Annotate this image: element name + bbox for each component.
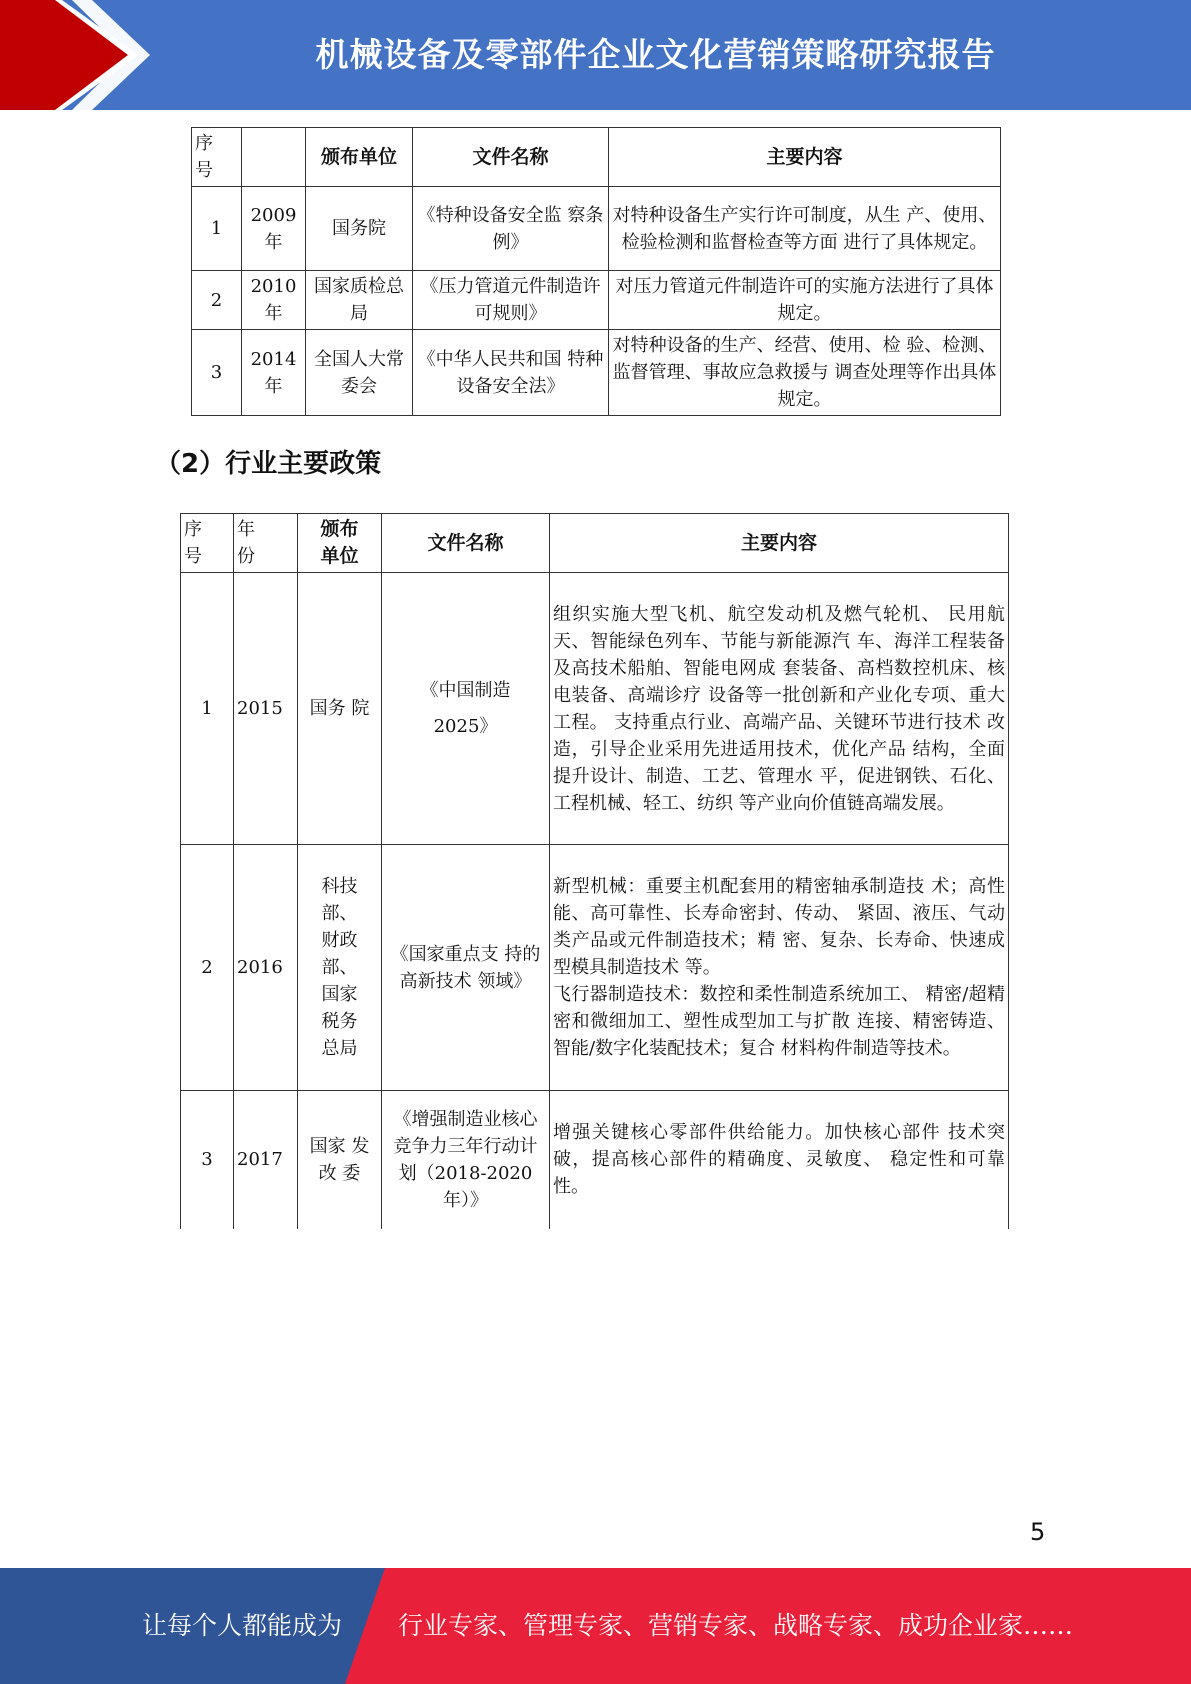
table-header-row <box>181 514 1009 573</box>
page-title: 机械设备及零部件企业文化营销策略研究报告 <box>315 35 996 74</box>
row-year: 2010 年 <box>242 271 306 330</box>
header-cell: 主要内容 <box>550 514 1009 573</box>
row-issuer: 国务院 <box>306 187 413 271</box>
row-document-name: 《压力管道元件制造许可规则》 <box>413 271 609 330</box>
table-row <box>192 187 1001 271</box>
table-row <box>181 845 1009 1091</box>
header-cell <box>242 128 306 187</box>
regulation-table <box>191 127 1001 416</box>
row-number: 2 <box>192 271 242 330</box>
row-document-name: 《国家重点支 持的高新技术 领域》 <box>382 845 550 1091</box>
policy-table <box>180 513 1009 1229</box>
arrow-chevron-icon <box>0 0 170 110</box>
row-number: 1 <box>181 573 234 845</box>
row-issuer: 科技 部、 财政 部、 国家 税务 总局 <box>298 845 382 1091</box>
row-content: 对压力管道元件制造许可的实施方法进行了具体规定。 <box>609 271 1001 330</box>
header-cell: 颁布 单位 <box>298 514 382 573</box>
page-header <box>0 0 1191 110</box>
footer-slogan-right: 行业专家、管理专家、营销专家、战略专家、成功企业家…… <box>398 1611 1074 1640</box>
row-number: 3 <box>192 330 242 416</box>
row-issuer: 国务 院 <box>298 573 382 845</box>
header-cell: 年 份 <box>234 514 298 573</box>
row-content: 增强关键核心零部件供给能力。加快核心部件 技术突破，提高核心部件的精确度、灵敏度、 稳定性和可靠性。 <box>550 1091 1009 1229</box>
row-year: 2009 年 <box>242 187 306 271</box>
row-issuer: 国家质检总局 <box>306 271 413 330</box>
row-number: 2 <box>181 845 234 1091</box>
row-content: 新型机械：重要主机配套用的精密轴承制造技 术；高性能、高可靠性、长寿命密封、传动、 紧固、液压、气动类产品或元件制造技术；精 密、复杂、长寿命、快速成型模具制造技术 等。 飞行器制造技术：数控和柔性制造系统加工、 精密/超精密和微细加工、塑性成型加工与扩散 连接、精密铸造、智能/数字化装配技术；复合 材料构件制造等技术。 <box>550 845 1009 1091</box>
row-year: 2016 <box>234 845 298 1091</box>
row-year: 2015 <box>234 573 298 845</box>
row-content: 对特种设备的生产、经营、使用、检 验、检测、监督管理、事故应急救援与 调查处理等作出具体规定。 <box>609 330 1001 416</box>
row-document-name: 《中国制造 2025》 <box>382 573 550 845</box>
row-issuer: 全国人大常委会 <box>306 330 413 416</box>
row-document-name: 《特种设备安全监 察条例》 <box>413 187 609 271</box>
row-document-name: 《增强制造业核心竞争力三年行动计划（2018-2020年）》 <box>382 1091 550 1229</box>
header-cell: 序 号 <box>181 514 234 573</box>
page-number: 5 <box>1030 1518 1046 1546</box>
page-footer <box>0 1568 1191 1684</box>
footer-slogan-left: 让每个人都能成为 <box>142 1611 343 1640</box>
row-number: 1 <box>192 187 242 271</box>
table-row <box>181 1091 1009 1229</box>
row-number: 3 <box>181 1091 234 1229</box>
table-row <box>192 271 1001 330</box>
row-content: 对特种设备生产实行许可制度，从生 产、使用、检验检测和监督检查等方面 进行了具体规定。 <box>609 187 1001 271</box>
section-heading: （2）行业主要政策 <box>155 449 382 479</box>
row-issuer: 国家 发 改 委 <box>298 1091 382 1229</box>
row-content: 组织实施大型飞机、航空发动机及燃气轮机、 民用航天、智能绿色列车、节能与新能源汽 车、海洋工程装备及高技术船舶、智能电网成 套装备、高档数控机床、核电装备、高端诊疗 设备等一批创新和产业化专项、重大工程。 支持重点行业、高端产品、关键环节进行技术 改造，引导企业采用先进适用技术，优化产品 结构，全面提升设计、制造、工艺、管理水 平，促进钢铁、石化、工程机械、轻工、纺织 等产业向价值链高端发展。 <box>550 573 1009 845</box>
row-year: 2014 年 <box>242 330 306 416</box>
header-cell: 序 号 <box>192 128 242 187</box>
table-row <box>192 330 1001 416</box>
row-year: 2017 <box>234 1091 298 1229</box>
header-cell: 文件名称 <box>382 514 550 573</box>
row-document-name: 《中华人民共和国 特种设备安全法》 <box>413 330 609 416</box>
table-header-row <box>192 128 1001 187</box>
header-cell: 主要内容 <box>609 128 1001 187</box>
header-cell: 文件名称 <box>413 128 609 187</box>
header-cell: 颁布单位 <box>306 128 413 187</box>
table-row <box>181 573 1009 845</box>
